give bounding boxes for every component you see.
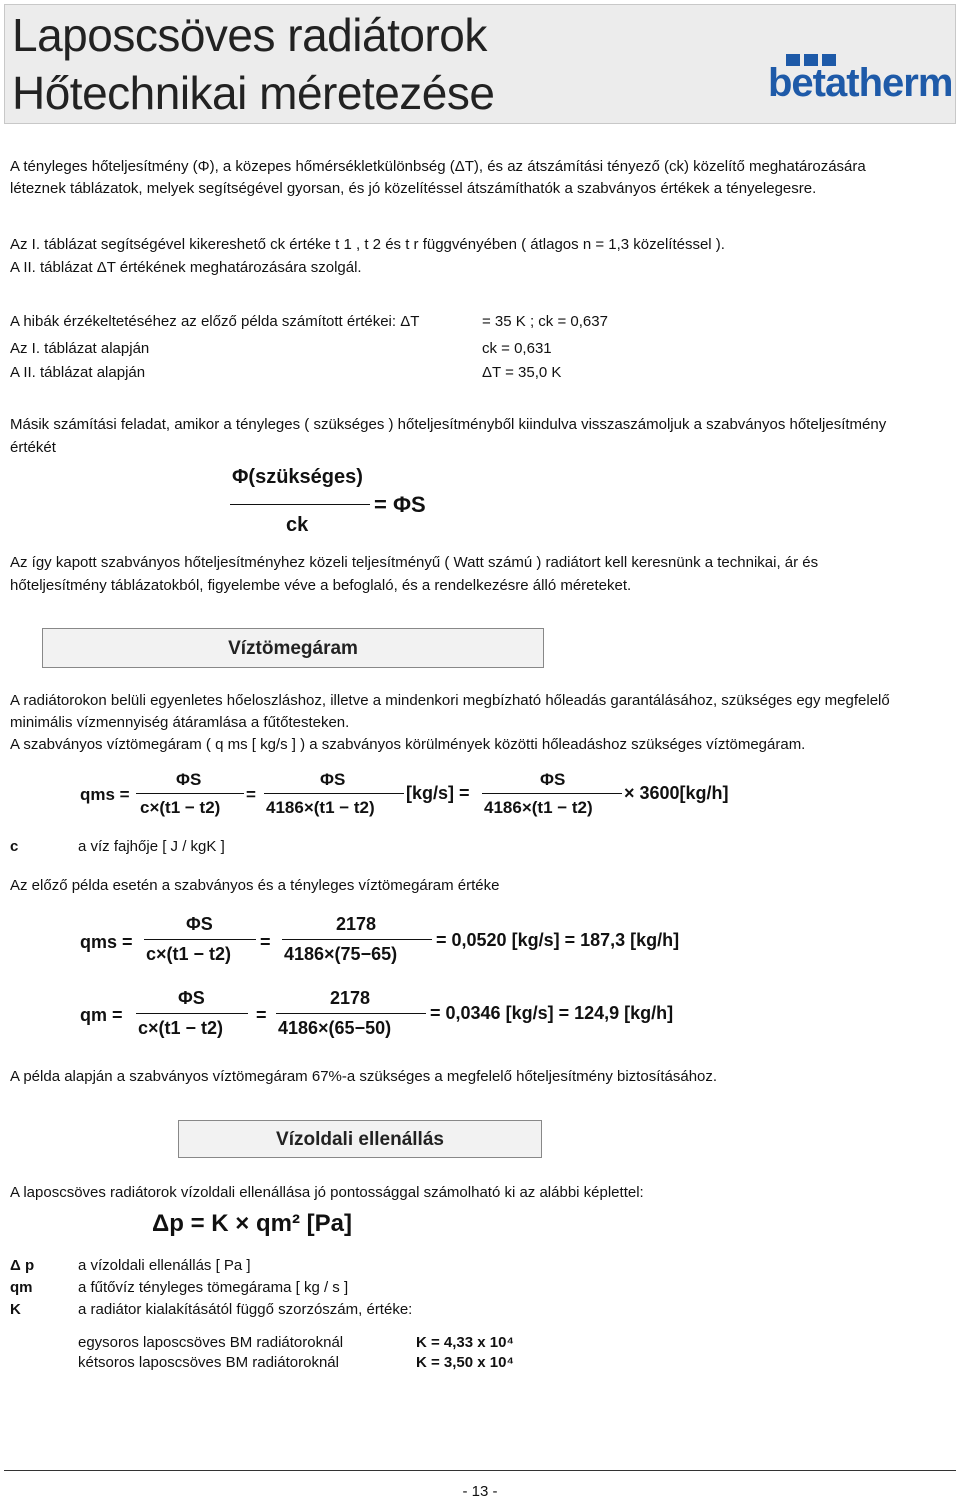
tables-line1: Az I. táblázat segítségével kikereshető ck értéke t 1 , t 2 és t r függvényében ( átlagos n = 1,3 közelítéssel ). [10, 236, 725, 253]
conclusion-text: A példa alapján a szabványos víztömegáram 67%-a szükséges a megfelelő hőteljesítmény biztosításához. [10, 1068, 718, 1085]
formula4-a-num: ΦS [178, 988, 205, 1008]
formula2-f3-bar [482, 793, 622, 794]
betatherm-logo [766, 52, 956, 114]
formula4-lhs: qm = [80, 1005, 123, 1025]
formula1-fraction-bar [230, 504, 370, 505]
formula3-b-den: 4186×(75−65) [284, 944, 398, 964]
resistance-text: A laposcsöves radiátorok vízoldali ellenállása jó pontossággal számolható ki az alábbi képlettel: [10, 1184, 644, 1201]
errors-value1: = 35 K ; ck = 0,637 [482, 313, 608, 330]
formula2-f2-bar [264, 793, 404, 794]
formula3-b-num: 2178 [336, 914, 377, 934]
footer-rule [4, 1470, 956, 1471]
formula2-mult: × 3600[kg/h] [624, 783, 729, 803]
formula5: Δp = K × qm² [Pa] [152, 1210, 352, 1237]
formula2-unit1: [kg/s] = [406, 783, 470, 803]
formula3-a-num: ΦS [186, 914, 213, 934]
formula1-denominator: ck [286, 514, 309, 536]
section-title-vizoldali-ellenallas: Vízoldali ellenállás [178, 1120, 542, 1158]
def-text-qm: a fűtővíz tényleges tömegárama [ kg / s ] [78, 1279, 349, 1296]
formula3-a-bar [144, 939, 256, 940]
formula4-result: = 0,0346 [kg/s] = 124,9 [kg/h] [430, 1003, 674, 1023]
formula2-f3-num: ΦS [540, 770, 566, 789]
formula4-eq: = [256, 1005, 267, 1025]
intro-line2: léteznek táblázatok, melyek segítségével gyorsan, és jó közelítéssel átszámíthatók a szabványos értékek a tényelegesre. [10, 180, 817, 197]
errors-label3: A II. táblázat alapján [10, 364, 146, 381]
def-text-dp: a vízoldali ellenállás [ Pa ] [78, 1257, 251, 1274]
formula2-f1-den: c×(t1 − t2) [140, 798, 221, 817]
formula4-b-den: 4186×(65−50) [278, 1018, 392, 1038]
formula2-f3-den: 4186×(t1 − t2) [484, 798, 593, 817]
c-definition: a víz fajhője [ J / kgK ] [78, 838, 225, 855]
formula2-f2-den: 4186×(t1 − t2) [266, 798, 375, 817]
formula1-numerator: Φ(szükséges) [232, 466, 363, 488]
formula2-f1-num: ΦS [176, 770, 202, 789]
formula2-lhs: qms = [80, 785, 130, 804]
errors-value2: ck = 0,631 [482, 340, 552, 357]
formula3-b-bar [282, 939, 432, 940]
formula1-result: = ΦS [374, 492, 426, 517]
formula4-b-bar [276, 1013, 426, 1014]
page-number: - 13 - [462, 1483, 498, 1500]
other-task-line2: értékét [10, 439, 56, 456]
def-text-k: a radiátor kialakításától függő szorzószám, értéke: [78, 1301, 413, 1318]
kvalue-label-1: egysoros laposcsöves BM radiátoroknál [78, 1334, 344, 1351]
example-text: Az előző példa esetén a szabványos és a tényleges víztömegáram értéke [10, 877, 500, 894]
formula2-f2-num: ΦS [320, 770, 346, 789]
kvalue-value-2: K = 3,50 x 10⁴ [416, 1354, 514, 1371]
errors-label1: A hibák érzékeltetéséhez az előző példa számított értékei: ΔT [10, 313, 420, 330]
choose-line1: Az így kapott szabványos hőteljesítményhez közeli teljesítményű ( Watt számú ) radiátort kell keresnünk a technikai, ár és [10, 554, 819, 571]
kvalue-label-2: kétsoros laposcsöves BM radiátoroknál [78, 1354, 339, 1371]
svg-text:betatherm: betatherm [768, 61, 953, 105]
kvalue-value-1: K = 4,33 x 10⁴ [416, 1334, 514, 1351]
formula3-a-den: c×(t1 − t2) [146, 944, 232, 964]
flow-line1: A radiátorokon belüli egyenletes hőeloszláshoz, illetve a mindenkori megbízható hőleadás garantálásához, szükséges egy megfelelő [10, 692, 890, 709]
formula2-eq: = [246, 785, 256, 804]
choose-line2: hőteljesítmény táblázatokból, figyelembe véve a befoglaló, és a rendelkezésre álló méreteket. [10, 577, 632, 594]
flow-line3: A szabványos víztömegáram ( q ms [ kg/s ] ) a szabványos körülmények közötti hőleadáshoz szükséges víztömegáram. [10, 736, 806, 753]
def-symbol-k: K [10, 1301, 21, 1318]
def-symbol-dp: Δ p [10, 1257, 35, 1274]
formula4-a-den: c×(t1 − t2) [138, 1018, 224, 1038]
section-title-viztomegaram: Víztömegáram [42, 628, 544, 668]
formula3-eq: = [260, 932, 271, 952]
flow-line2: minimális vízmennyiség átáramlása a fűtőtesteken. [10, 714, 350, 731]
formula3-lhs: qms = [80, 932, 133, 952]
formula3-result: = 0,0520 [kg/s] = 187,3 [kg/h] [436, 930, 680, 950]
page-title-line1: Laposcsöves radiátorok [12, 9, 487, 61]
intro-line1: A tényleges hőteljesítmény (Φ), a közepes hőmérsékletkülönbség (ΔT), és az átszámítási tényező (ck) közelítő meghatározására [10, 158, 866, 175]
formula2-f1-bar [136, 793, 244, 794]
formula4-a-bar [136, 1013, 248, 1014]
page-title-line2: Hőtechnikai méretezése [12, 67, 495, 119]
c-symbol: c [10, 838, 19, 855]
tables-line2: A II. táblázat ΔT értékének meghatározására szolgál. [10, 259, 362, 276]
errors-value3: ΔT = 35,0 K [482, 364, 562, 381]
other-task-line1: Másik számítási feladat, amikor a tényleges ( szükséges ) hőteljesítményből kiindulva visszaszámoljuk a szabványos hőteljesítmény [10, 416, 887, 433]
errors-label2: Az I. táblázat alapján [10, 340, 150, 357]
formula4-b-num: 2178 [330, 988, 371, 1008]
def-symbol-qm: qm [10, 1279, 33, 1296]
